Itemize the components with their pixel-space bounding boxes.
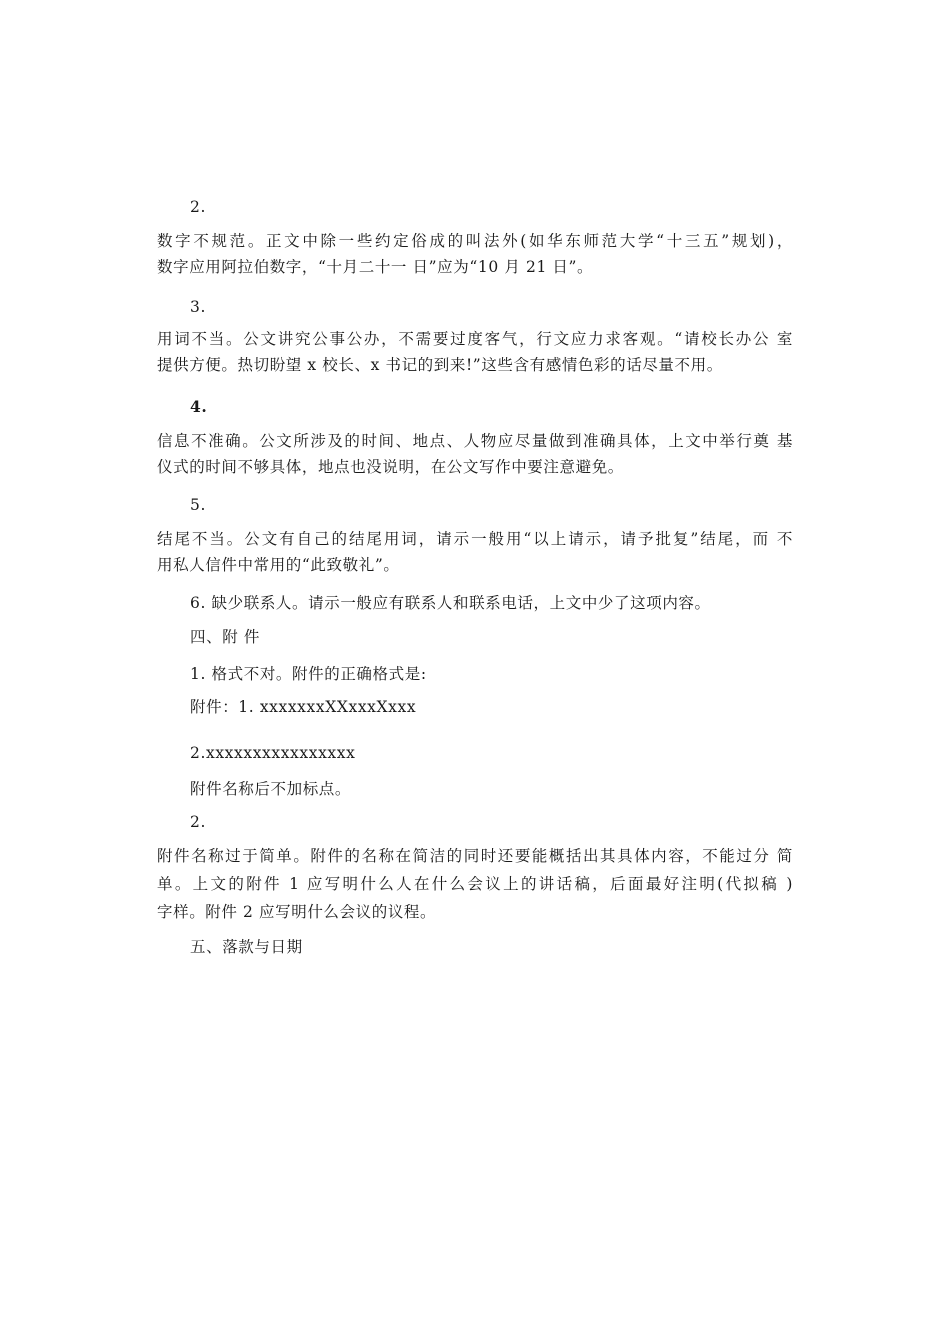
paragraph-line: 结尾不当。公文有自己的结尾用词，请示一般用“以上请示，请予批复”结尾，而 不 (157, 530, 793, 548)
paragraph-line: 用词不当。公文讲究公事公办，不需要过度客气，行文应力求客观。“请校长办公 室 (157, 330, 793, 348)
item-number: 4. (190, 397, 208, 416)
paragraph-line: 1. 格式不对。附件的正确格式是: (190, 665, 427, 683)
item-number: 2. (190, 813, 206, 831)
section-heading: 四、附 件 (190, 628, 260, 646)
paragraph-line: 附件名称后不加标点。 (190, 780, 352, 798)
item-number: 2. (190, 198, 206, 216)
paragraph-line: 字样。附件 2 应写明什么会议的议程。 (157, 903, 437, 921)
paragraph-line: 用私人信件中常用的“此致敬礼”。 (157, 556, 400, 574)
paragraph-line: 附件：1. xxxxxxxXXxxxXxxx (190, 698, 417, 716)
paragraph-line: 单。上文的附件 1 应写明什么人在什么会议上的讲话稿，后面最好注明(代拟稿 ) (157, 875, 793, 893)
paragraph-line: 仪式的时间不够具体，地点也没说明，在公文写作中要注意避免。 (157, 458, 624, 476)
paragraph-line: 6. 缺少联系人。请示一般应有联系人和联系电话，上文中少了这项内容。 (190, 594, 711, 612)
paragraph-line: 信息不准确。公文所涉及的时间、地点、人物应尽量做到准确具体，上文中举行奠 基 (157, 432, 793, 450)
item-number: 3. (190, 298, 206, 316)
paragraph-line: 2.xxxxxxxxxxxxxxxx (190, 744, 356, 762)
paragraph-line: 附件名称过于简单。附件的名称在简洁的同时还要能概括出其具体内容，不能过分 简 (157, 847, 793, 865)
paragraph-line: 数字不规范。正文中除一些约定俗成的叫法外(如华东师范大学“十三五”规划)， (157, 232, 793, 250)
paragraph-line: 提供方便。热切盼望 x 校长、x 书记的到来!”这些含有感情色彩的话尽量不用。 (157, 356, 723, 374)
section-heading: 五、落款与日期 (190, 938, 303, 956)
item-number: 5. (190, 496, 206, 514)
paragraph-line: 数字应用阿拉伯数字，“十月二十一 日”应为“10 月 21 日”。 (157, 258, 594, 276)
